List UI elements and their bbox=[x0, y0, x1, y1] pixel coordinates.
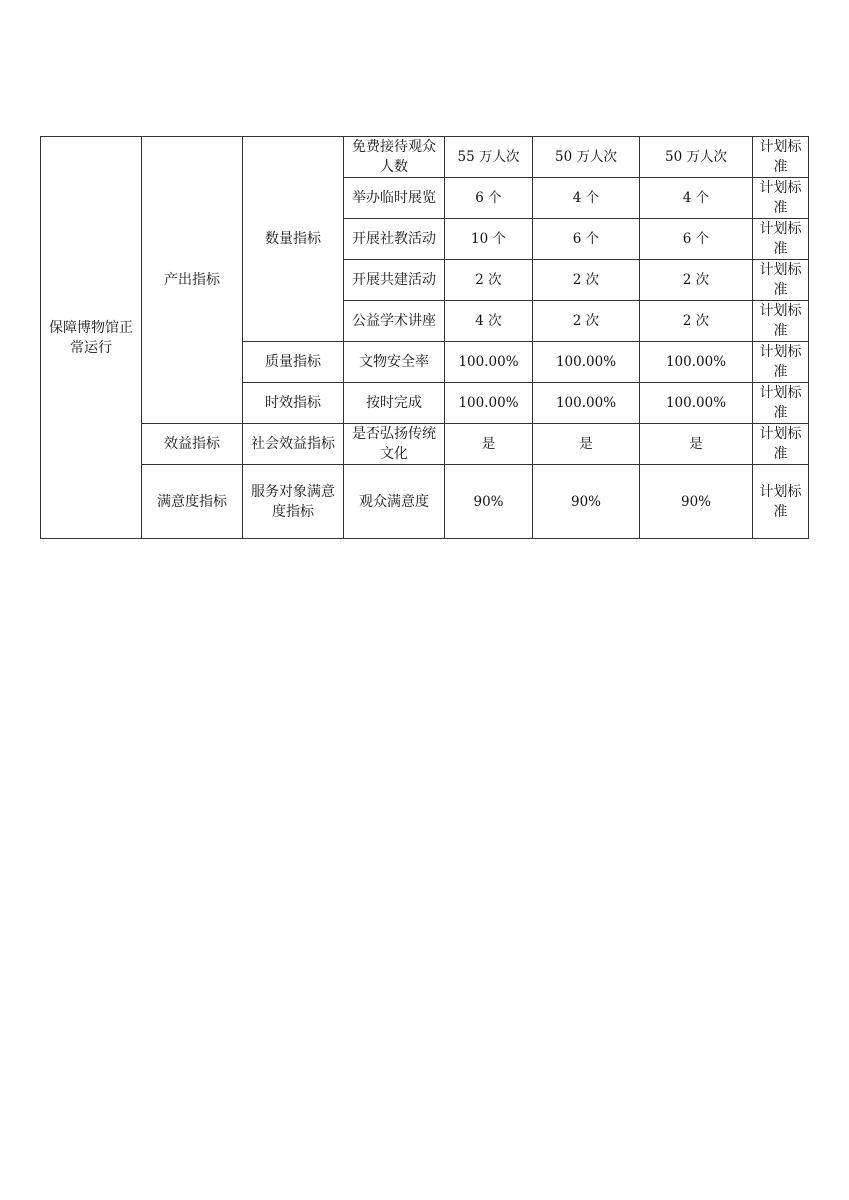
quality-indicator-cell: 质量指标 bbox=[243, 342, 344, 383]
value-cell-1: 2 次 bbox=[445, 260, 533, 301]
basis-cell: 计划标准 bbox=[753, 219, 809, 260]
value-cell-2: 100.00% bbox=[533, 342, 640, 383]
value-cell-3: 100.00% bbox=[640, 342, 753, 383]
basis-cell: 计划标准 bbox=[753, 178, 809, 219]
value-cell-3: 100.00% bbox=[640, 383, 753, 424]
basis-cell: 计划标准 bbox=[753, 301, 809, 342]
indicator-name-cell: 免费接待观众人数 bbox=[344, 137, 445, 178]
value-cell-1: 90% bbox=[445, 465, 533, 539]
value-cell-2: 4 个 bbox=[533, 178, 640, 219]
value-cell-1: 55 万人次 bbox=[445, 137, 533, 178]
indicator-name-cell: 开展社教活动 bbox=[344, 219, 445, 260]
value-cell-1: 100.00% bbox=[445, 383, 533, 424]
value-cell-1: 100.00% bbox=[445, 342, 533, 383]
table-row bbox=[41, 465, 809, 539]
indicator-name-cell: 举办临时展览 bbox=[344, 178, 445, 219]
value-cell-2: 100.00% bbox=[533, 383, 640, 424]
table-row bbox=[41, 424, 809, 465]
service-satisfaction-indicator-cell: 服务对象满意度指标 bbox=[243, 465, 344, 539]
indicator-name-cell: 文物安全率 bbox=[344, 342, 445, 383]
value-cell-1: 6 个 bbox=[445, 178, 533, 219]
basis-cell: 计划标准 bbox=[753, 424, 809, 465]
value-cell-3: 2 次 bbox=[640, 260, 753, 301]
basis-cell: 计划标准 bbox=[753, 137, 809, 178]
indicator-name-cell: 是否弘扬传统文化 bbox=[344, 424, 445, 465]
value-cell-1: 4 次 bbox=[445, 301, 533, 342]
satisfaction-indicator-cell: 满意度指标 bbox=[142, 465, 243, 539]
value-cell-2: 2 次 bbox=[533, 301, 640, 342]
benefit-indicator-cell: 效益指标 bbox=[142, 424, 243, 465]
indicator-name-cell: 按时完成 bbox=[344, 383, 445, 424]
indicator-name-cell: 观众满意度 bbox=[344, 465, 445, 539]
value-cell-2: 50 万人次 bbox=[533, 137, 640, 178]
value-cell-2: 6 个 bbox=[533, 219, 640, 260]
value-cell-3: 2 次 bbox=[640, 301, 753, 342]
value-cell-2: 是 bbox=[533, 424, 640, 465]
value-cell-3: 90% bbox=[640, 465, 753, 539]
basis-cell: 计划标准 bbox=[753, 342, 809, 383]
value-cell-1: 是 bbox=[445, 424, 533, 465]
indicator-name-cell: 开展共建活动 bbox=[344, 260, 445, 301]
basis-cell: 计划标准 bbox=[753, 260, 809, 301]
value-cell-3: 4 个 bbox=[640, 178, 753, 219]
indicator-name-cell: 公益学术讲座 bbox=[344, 301, 445, 342]
basis-cell: 计划标准 bbox=[753, 465, 809, 539]
value-cell-1: 10 个 bbox=[445, 219, 533, 260]
value-cell-3: 50 万人次 bbox=[640, 137, 753, 178]
value-cell-3: 是 bbox=[640, 424, 753, 465]
timeliness-indicator-cell: 时效指标 bbox=[243, 383, 344, 424]
project-name-cell: 保障博物馆正常运行 bbox=[41, 137, 142, 539]
value-cell-2: 2 次 bbox=[533, 260, 640, 301]
quantity-indicator-cell: 数量指标 bbox=[243, 137, 344, 342]
table-row bbox=[41, 137, 809, 178]
value-cell-3: 6 个 bbox=[640, 219, 753, 260]
value-cell-2: 90% bbox=[533, 465, 640, 539]
performance-indicator-table bbox=[40, 136, 809, 539]
basis-cell: 计划标准 bbox=[753, 383, 809, 424]
output-indicator-cell: 产出指标 bbox=[142, 137, 243, 424]
social-benefit-indicator-cell: 社会效益指标 bbox=[243, 424, 344, 465]
